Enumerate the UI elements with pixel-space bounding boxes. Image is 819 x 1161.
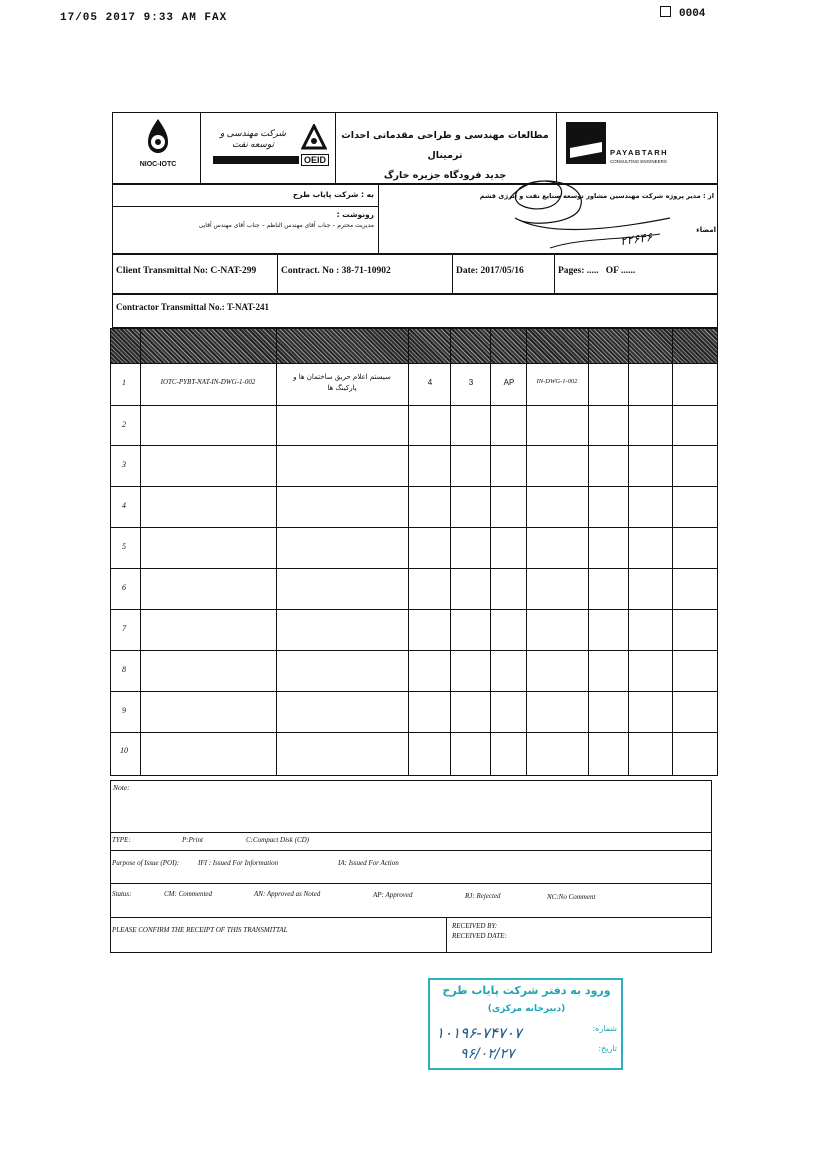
status-commented: CM: Commented bbox=[164, 890, 213, 898]
table-row-7-num: 7 bbox=[122, 624, 126, 633]
note-label: Note: bbox=[113, 783, 130, 792]
confirm-receipt: PLEASE CONFIRM THE RECEIPT OF THIS TRANSMITTAL bbox=[112, 926, 288, 934]
oeid-logo bbox=[205, 118, 331, 178]
cc-label: رونوشت : bbox=[336, 210, 374, 219]
table-row-1-col5: 3 bbox=[468, 378, 474, 387]
from-field: از : مدیر پروژه شرکت مهندسین مشاور توسعه صنایع نفت و انرژی قشم bbox=[479, 192, 714, 200]
status-approved-noted: AN: Approved as Noted bbox=[254, 890, 321, 898]
table-row-10-num: 10 bbox=[120, 746, 128, 755]
fax-page-number: 0004 bbox=[660, 6, 705, 20]
contract-no: Contract. No : 38-71-10902 bbox=[281, 266, 391, 276]
oeid-bar bbox=[213, 156, 299, 164]
purpose-label: Purpose of Issue (POI): bbox=[112, 859, 180, 867]
table-row-2-num: 2 bbox=[122, 420, 126, 429]
fax-header: 17/05 2017 9:33 AM FAX bbox=[60, 12, 228, 24]
project-title-line1: مطالعات مهندسی و طراحی مقدماتی احداث ترمینال bbox=[341, 130, 549, 161]
cc-text: مدیریت محترم – جناب آقای مهندس الناظم – جناب آقای مهندس آقایی bbox=[198, 222, 374, 229]
signature-label: امضاء bbox=[696, 226, 716, 234]
nioc-emblem-icon bbox=[138, 116, 178, 156]
type-label: TYPE: bbox=[112, 836, 131, 844]
handwritten-signature bbox=[490, 168, 700, 258]
oeid-persian-name: شرکت مهندسی و توسعه نفت bbox=[220, 128, 286, 149]
project-title-line2: جدید فرودگاه جزیره خارگ bbox=[383, 170, 507, 181]
table-row-1-col6: AP bbox=[503, 378, 515, 387]
table-header-shaded bbox=[111, 329, 717, 363]
table-row-3-num: 3 bbox=[122, 460, 126, 469]
stamp-line1: ورود به دفتر شرکت پایاب طرح bbox=[442, 984, 611, 997]
purpose-ia: IA: Issued For Action bbox=[338, 859, 399, 867]
table-row-1-num: 1 bbox=[122, 378, 126, 387]
table-row-5-num: 5 bbox=[122, 542, 126, 551]
stamp-number-handwritten: ۱۰۱۹۶-۷۴۷۰۷ bbox=[436, 1024, 522, 1042]
stamp-date-handwritten: ۹۶/۰۲/۲۷ bbox=[460, 1046, 515, 1062]
document-table bbox=[110, 328, 718, 776]
received-date: RECEIVED DATE: bbox=[452, 932, 507, 940]
type-cd: C:Compact Disk (CD) bbox=[246, 836, 309, 844]
client-transmittal-no: Client Transmittal No: C-NAT-299 bbox=[116, 266, 257, 276]
nioc-logo bbox=[120, 116, 196, 180]
table-row-8-num: 8 bbox=[122, 665, 126, 674]
received-by: RECEIVED BY: bbox=[452, 922, 498, 930]
oeid-triangle-icon bbox=[301, 124, 327, 152]
table-row-1-col4: 4 bbox=[427, 378, 433, 387]
table-row-1-doc-no: IOTC-PYBT-NAT-IN-DWG-1-002 bbox=[160, 378, 256, 386]
transmittal-date: Date: 2017/05/16 bbox=[456, 266, 524, 276]
fax-icon bbox=[660, 6, 671, 17]
table-row-1-col7: IN-DWG-1-002 bbox=[536, 378, 578, 385]
nioc-label: NIOC-IOTC bbox=[139, 161, 177, 168]
stamp-date-label: تاریخ: bbox=[598, 1044, 617, 1053]
received-stamp bbox=[428, 978, 623, 1070]
status-label: Status: bbox=[112, 890, 132, 898]
table-row-4-num: 4 bbox=[122, 501, 126, 510]
handwritten-number: ۲۲۶۴۶ bbox=[619, 229, 654, 249]
table-row-9-num: 9 bbox=[122, 706, 126, 715]
pages-field: Pages: ..... OF ...... bbox=[558, 266, 636, 276]
status-no-comment: NC:No Comment bbox=[547, 893, 596, 901]
status-approved: AP: Approved bbox=[373, 891, 413, 899]
stamp-line2: (دبیرخانه مرکزی) bbox=[487, 1004, 566, 1014]
type-print: P:Print bbox=[182, 836, 203, 844]
payabtarh-name: PAYABTARH bbox=[610, 148, 669, 157]
stamp-number-label: شماره: bbox=[592, 1024, 617, 1033]
oeid-label: OEID bbox=[301, 154, 329, 166]
status-rejected: RJ: Rejected bbox=[465, 892, 501, 900]
payabtarh-sub: CONSULTING ENGINEERS bbox=[610, 159, 667, 164]
table-row-1-description: سیستم اعلام حریق ساختمان ها و پارکینگ ها bbox=[293, 373, 391, 392]
to-field: به : شرکت پایاب طرح bbox=[292, 190, 374, 199]
payabtarh-mark-icon bbox=[566, 122, 606, 164]
purpose-ifi: IFI : Issued For Information bbox=[198, 859, 279, 867]
table-row-6-num: 6 bbox=[122, 583, 126, 592]
contractor-transmittal-no: Contractor Transmittal No.: T-NAT-241 bbox=[116, 302, 269, 312]
